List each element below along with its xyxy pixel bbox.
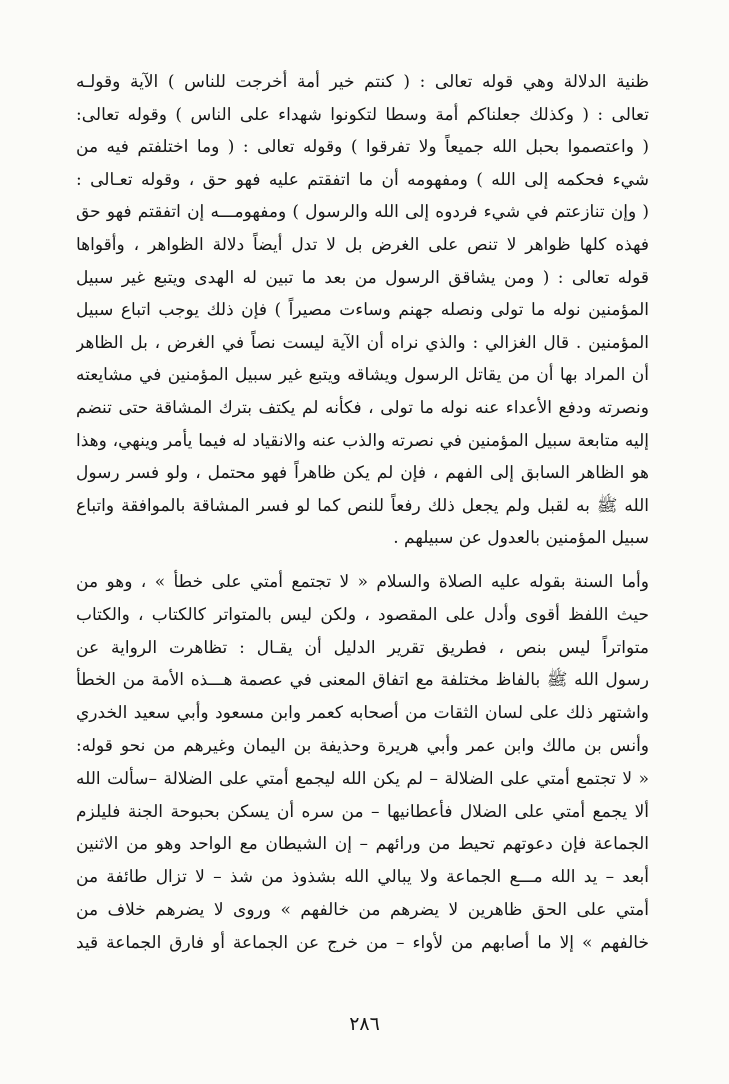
text-line: هو الظاهر السابق إلى الفهم ، فإن لم يكن ظاهراً فهو محتمل ، ولو فسر رسول (76, 463, 649, 484)
text-line: أبعد – يد الله مـــع الجماعة ولا يبالي الله بشذوذ من شذ – لا تزال طائفة من (76, 867, 649, 888)
text-line: تعالى : ( وكذلك جعلناكم أمة وسطا لتكونوا شهداء على الناس ) وقوله تعالى: (76, 104, 649, 125)
text-line: ونصرته ودفع الأعداء عنه نوله ما تولى ، فكأنه لم يكتف بترك المشاقة حتى تنضم (76, 397, 649, 418)
text-line: شيء فحكمه إلى الله ) ومفهومه أن ما اتفقتم عليه فهو حق ، وقوله تعـالى : (76, 169, 649, 190)
text-line: وأنس بن مالك وابن عمر وأبي هريرة وحذيفة بن اليمان وغيرهم من نحو قوله: (76, 735, 649, 756)
text-line: الجماعة فإن دعوتهم تحيط من ورائهم – إن الشيطان مع الواحد وهو من الاثنين (76, 834, 649, 855)
text-line: ظنية الدلالة وهي قوله تعالى : ( كنتم خير أمة أخرجت للناس ) الآية وقولـه (76, 72, 649, 92)
text-line: الله ﷺ به لقبل ولم يجعل ذلك رفعاً للنص كما لو فسر المشاقة بالموافقة واتباع (76, 495, 649, 516)
text-line: ( واعتصموا بحبل الله جميعاً ولا تفرقوا ) وقوله تعالى : ( وما اختلفتم فيه من (76, 137, 649, 158)
text-line: متواتراً ليس بنص ، فطريق تقرير الدليل أن يقـال : تظاهرت الرواية عن (76, 637, 649, 658)
text-line: قوله تعالى : ( ومن يشاقق الرسول من بعد ما تبين له الهدى ويتبع غير سبيل (76, 267, 649, 288)
text-line: أن المراد بها أن من يقاتل الرسول ويشاقه ويتبع غير سبيل المؤمنين في مشايعته (76, 365, 649, 386)
page-number: ٢٨٦ (349, 1013, 380, 1035)
text-line: فهذه كلها ظواهر لا تنص على الغرض بل لا تدل أيضاً دلالة الظواهر ، وأقواها (76, 234, 649, 255)
text-line: وأما السنة بقوله عليه الصلاة والسلام « لا تجتمع أمتي على خطأ » ، وهو من (76, 572, 649, 592)
text-line: أمتي على الحق ظاهرين لا يضرهم من خالفهم » وروى لا يضرهم خلاف من (76, 899, 649, 920)
text-line: سبيل المؤمنين بالعدول عن سبيلهم . (393, 528, 649, 549)
text-line: ألا يجمع أمتي على الضلال فأعطانيها – من سره أن يسكن بحبوحة الجنة فليلزم (76, 801, 649, 822)
text-line: حيث اللفظ أقوى وأدل على المقصود ، ولكن ليس بالمتواتر كالكتاب ، والكتاب (76, 604, 649, 625)
text-line: خالفهم » إلا ما أصابهم من لأواء – من خرج عن الجماعة أو فارق الجماعة قيد (76, 932, 649, 953)
text-line: واشتهر ذلك على لسان الثقات من أصحابه كعمر وابن مسعود وأبي سعيد الخدري (76, 703, 649, 724)
text-line: المؤمنين نوله ما تولى ونصله جهنم وساءت مصيراً ) فإن ذلك يوجب اتباع سبيل (76, 300, 649, 321)
text-line: المؤمنين . قال الغزالي : والذي نراه أن الآية ليست نصاً في الغرض ، بل الظاهر (76, 332, 649, 353)
text-line: « لا تجتمع أمتي على الضلالة – لم يكن الله ليجمع أمتي على الضلالة –سألت الله (76, 768, 649, 789)
text-line: إليه متابعة سبيل المؤمنين في نصرته والذب عنه والانقياد له فيما يأمر وينهي، وهذا (76, 430, 649, 451)
paragraph-2 (76, 566, 649, 960)
text-line: رسول الله ﷺ بالفاظ مختلفة مع اتفاق المعنى في عصمة هـــذه الأمة من الخطأ (76, 670, 649, 691)
text-line: ( وإن تنازعتم في شيء فردوه إلى الله والرسول ) ومفهومـــه إن اتفقتم فهو حق (76, 202, 649, 223)
paragraph-1 (76, 66, 649, 555)
